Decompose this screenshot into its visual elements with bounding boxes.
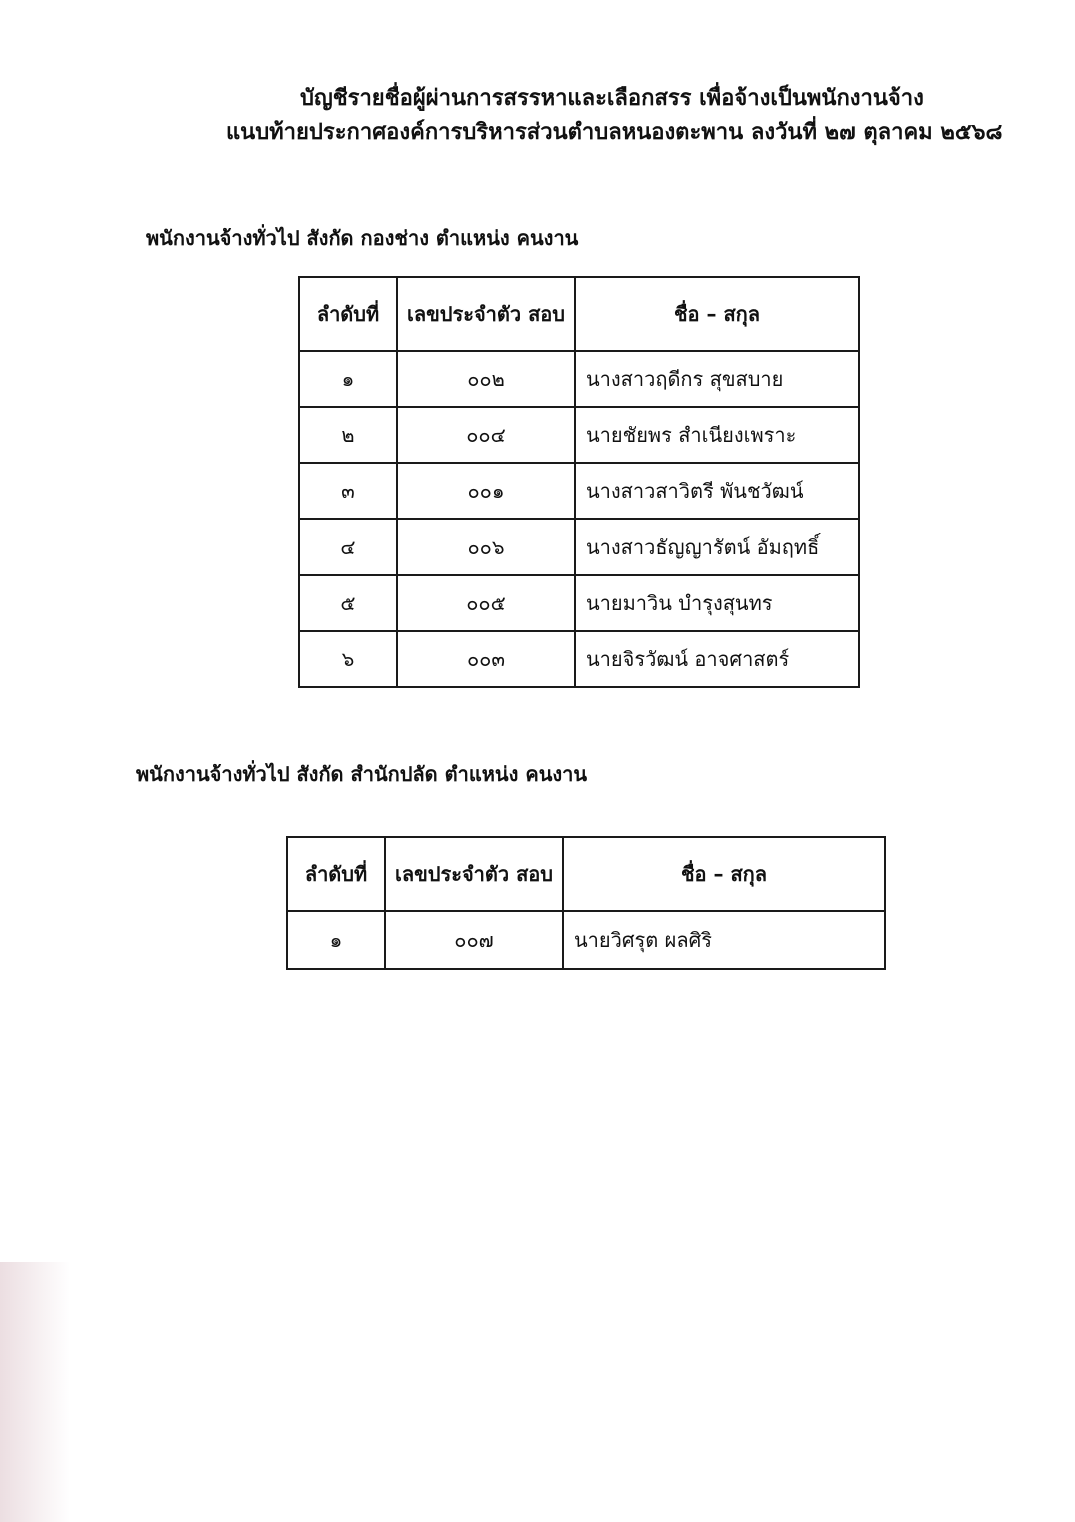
document-subtitle: แนบท้ายประกาศองค์การบริหารส่วนตำบลหนองตะพาน ลงวันที่ ๒๗ ตุลาคม ๒๕๖๘ [226,120,1003,145]
table-row [299,575,859,631]
roster-table-office [286,836,886,970]
row-exam-code: ๐๐๗ [385,911,563,969]
section-title-office: พนักงานจ้างทั่วไป สังกัด สำนักปลัด ตำแหน่ง คนงาน [136,762,588,786]
row-exam-code: ๐๐๖ [397,519,575,575]
row-name: นางสาวสาวิตรี พันชวัฒน์ [575,463,859,519]
document-title: บัญชีรายชื่อผู้ผ่านการสรรหาและเลือกสรร เพื่อจ้างเป็นพนักงานจ้าง [300,86,924,111]
row-exam-code: ๐๐๔ [397,407,575,463]
row-order: ๖ [299,631,397,687]
column-header-exam-code: เลขประจำตัว สอบ [397,277,575,351]
table-row [299,351,859,407]
row-order: ๓ [299,463,397,519]
row-name: นายวิศรุต ผลศิริ [563,911,885,969]
table-header-row [287,837,885,911]
row-order: ๕ [299,575,397,631]
table-row [299,407,859,463]
section-title-engineering: พนักงานจ้างทั่วไป สังกัด กองช่าง ตำแหน่ง คนงาน [146,226,579,250]
table-row [299,631,859,687]
row-exam-code: ๐๐๕ [397,575,575,631]
row-order: ๒ [299,407,397,463]
column-header-name: ชื่อ – สกุล [575,277,859,351]
table-row [287,911,885,969]
row-name: นางสาวฤดีกร สุขสบาย [575,351,859,407]
column-header-name: ชื่อ – สกุล [563,837,885,911]
row-exam-code: ๐๐๒ [397,351,575,407]
row-order: ๔ [299,519,397,575]
row-name: นายมาวิน บำรุงสุนทร [575,575,859,631]
row-name: นายจิรวัฒน์ อาจศาสตร์ [575,631,859,687]
paper-shadow [0,1262,70,1522]
column-header-order: ลำดับที่ [287,837,385,911]
column-header-exam-code: เลขประจำตัว สอบ [385,837,563,911]
row-exam-code: ๐๐๑ [397,463,575,519]
row-order: ๑ [287,911,385,969]
roster-table-engineering [298,276,860,688]
table-header-row [299,277,859,351]
row-name: นางสาวธัญญารัตน์ อัมฤทธิ์ [575,519,859,575]
row-order: ๑ [299,351,397,407]
table-row [299,463,859,519]
table-row [299,519,859,575]
column-header-order: ลำดับที่ [299,277,397,351]
row-exam-code: ๐๐๓ [397,631,575,687]
row-name: นายชัยพร สำเนียงเพราะ [575,407,859,463]
